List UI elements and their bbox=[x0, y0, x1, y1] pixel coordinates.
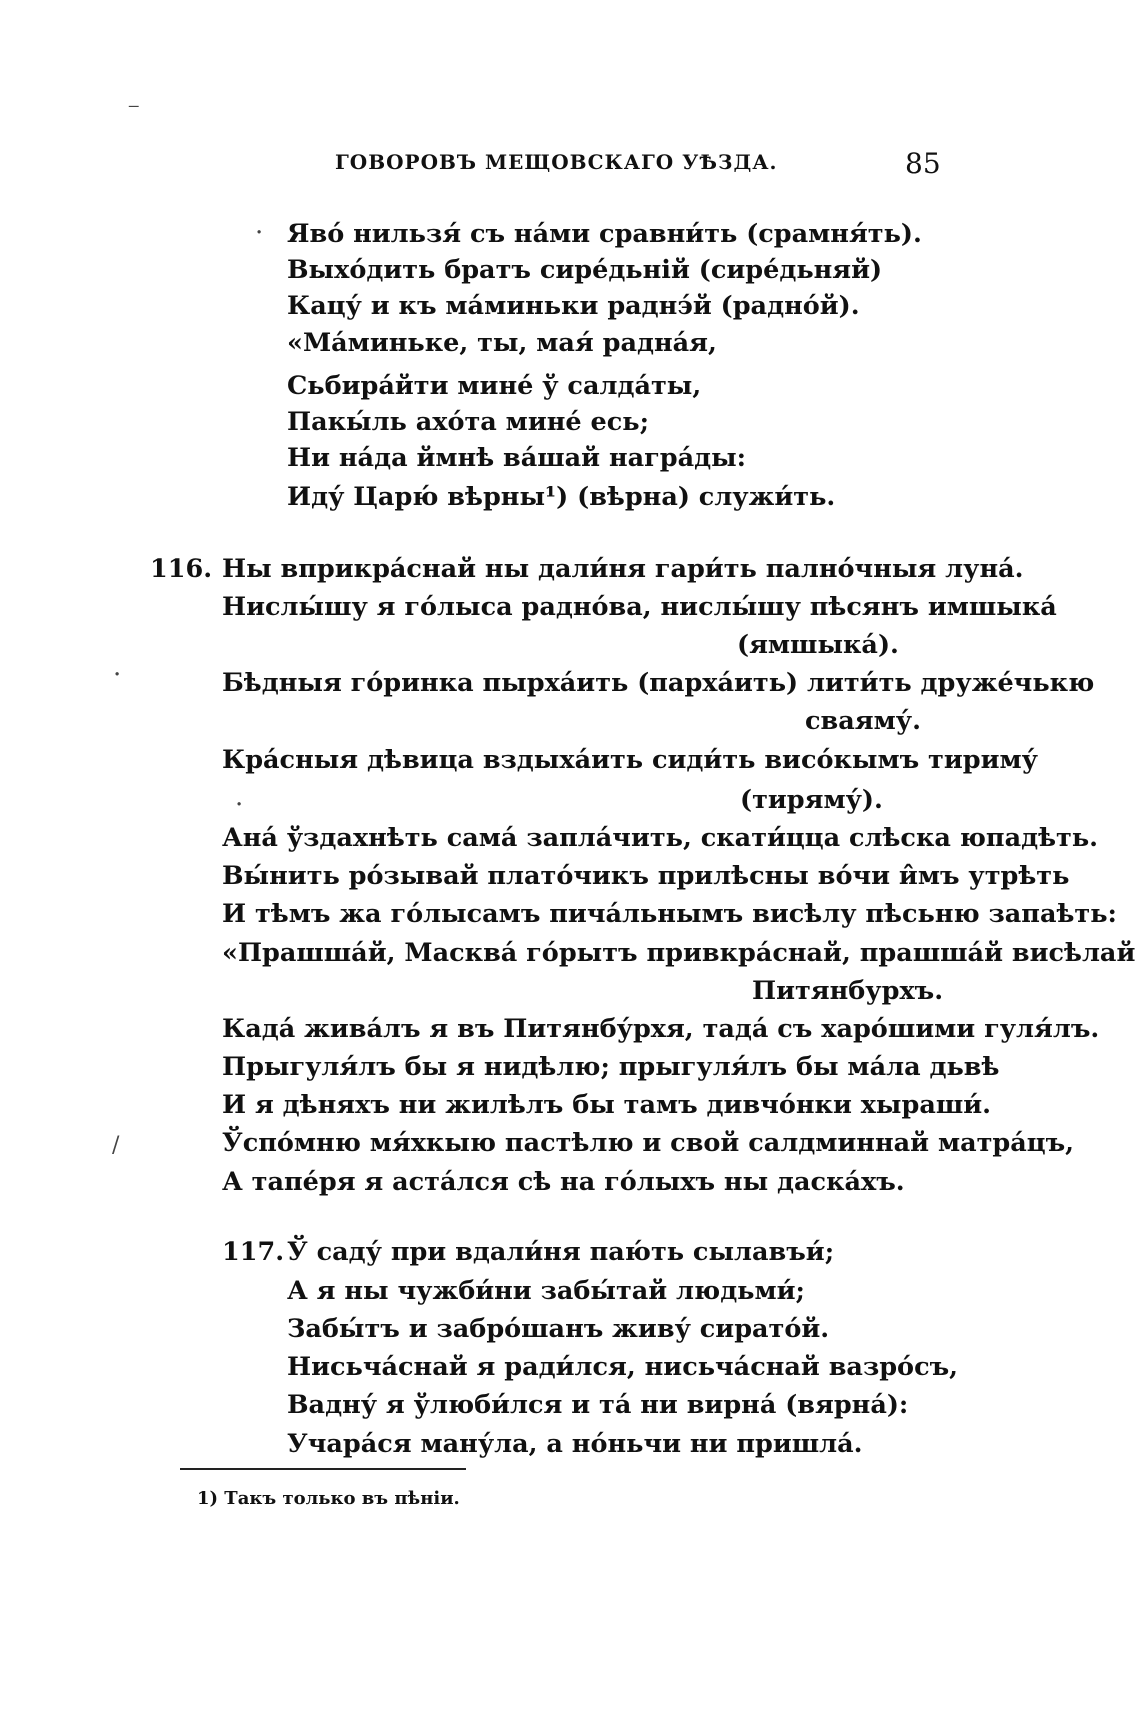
verse-line: Ана́ ўздахнѣть сама́ запла́чить, скати́цца слѣска юпадѣть. bbox=[222, 823, 1099, 853]
poem-number: 116. bbox=[150, 554, 213, 584]
margin-mark-slash: / bbox=[112, 1133, 120, 1158]
page-number: 85 bbox=[905, 147, 941, 180]
verse-line: Питянбурхъ. bbox=[752, 976, 944, 1006]
verse-line: Кацу́ и къ ма́миньки раднэ́й (радно́й). bbox=[287, 291, 860, 321]
verse-line: Выхо́дить братъ сире́дьній (сире́дьняй) bbox=[287, 255, 883, 285]
verse-line: Забы́тъ и забро́шанъ живу́ сирато́й. bbox=[287, 1314, 830, 1344]
verse-line: Яво́ нильзя́ съ на́ми сравни́ть (срамня́ть). bbox=[287, 219, 922, 249]
verse-line: Ны вприкра́снай ны дали́ня гари́ть пално́чныя луна́. bbox=[222, 554, 1024, 584]
verse-line: Пакы́ль ахо́та мине́ есь; bbox=[287, 407, 649, 437]
footnote-rule bbox=[180, 1468, 466, 1470]
verse-line: сваяму́. bbox=[805, 706, 921, 736]
verse-line: Нисьча́снай я ради́лся, нисьча́снай вазро́съ, bbox=[287, 1352, 959, 1382]
verse-line: Ў саду́ при вдали́ня паю́ть сылавъи́; bbox=[287, 1237, 835, 1267]
verse-line: Нислы́шу я го́лыса радно́ва, нислы́шу пѣсянъ имшыка́ bbox=[222, 592, 1057, 622]
verse-line: Кра́сныя дѣвица вздыха́ить сиди́ть висо́кымъ тириму́ bbox=[222, 745, 1038, 775]
verse-line: Вадну́ я ўлюби́лся и та́ ни вирна́ (вярна́): bbox=[287, 1390, 909, 1420]
margin-mark-bullet: · bbox=[113, 660, 122, 690]
verse-line: Бѣдныя го́ринка пырха́ить (парха́ить) лити́ть друже́чькю bbox=[222, 668, 1095, 698]
verse-line: «Прашша́й, Масква́ го́рытъ привкра́снай, прашша́й висѣлай bbox=[222, 938, 1136, 968]
verse-line: И я дѣняхъ ни жилѣлъ бы тамъ дивчо́нки хыраши́. bbox=[222, 1090, 992, 1120]
verse-line: (ямшыка́). bbox=[737, 630, 899, 660]
verse-line: Прыгуля́лъ бы я нидѣлю; прыгуля́лъ бы ма́ла дьвѣ bbox=[222, 1052, 1000, 1082]
verse-line: (тиряму́). bbox=[740, 785, 883, 815]
verse-line: Када́ жива́лъ я въ Питянбу́рхя, тада́ съ харо́шими гуля́лъ. bbox=[222, 1014, 1100, 1044]
poem-number: 117. bbox=[222, 1237, 285, 1267]
verse-line: Иду́ Царю́ вѣрны¹) (вѣрна) служи́ть. bbox=[287, 482, 836, 512]
verse-line: Сьбира́йти мине́ ў салда́ты, bbox=[287, 371, 702, 401]
running-header: ГОВОРОВЪ МЕЩОВСКАГО УѢЗДА. bbox=[335, 150, 778, 174]
verse-line: Вы́нить ро́зывай плато́чикъ прилѣсны во́чи и̂мъ утрѣть bbox=[222, 861, 1070, 891]
verse-line: Учара́ся ману́ла, а но́ньчи ни пришла́. bbox=[287, 1429, 863, 1459]
margin-mark-bullet: · bbox=[235, 790, 244, 820]
verse-line: Ни на́да ймнѣ ва́шай награ́ды: bbox=[287, 443, 747, 473]
verse-line: Ўспо́мню мя́хкыю пастѣлю и свой салдминнай матра́цъ, bbox=[222, 1128, 1075, 1158]
footnote: 1) Такъ только въ пѣніи. bbox=[197, 1488, 460, 1509]
verse-line: И тѣмъ жа го́лысамъ пича́льнымъ висѣлу пѣсьню запаѣть: bbox=[222, 899, 1117, 929]
verse-line: А тапе́ря я аста́лся сѣ на го́лыхъ ны даска́хъ. bbox=[222, 1167, 905, 1197]
verse-line: А я ны чужби́ни забы́тай людьми́; bbox=[287, 1276, 805, 1306]
verse-line: «Ма́миньке, ты, мая́ радна́я, bbox=[287, 328, 717, 358]
margin-mark-bullet: · bbox=[255, 218, 264, 248]
margin-mark-top: ‒ bbox=[128, 95, 140, 116]
